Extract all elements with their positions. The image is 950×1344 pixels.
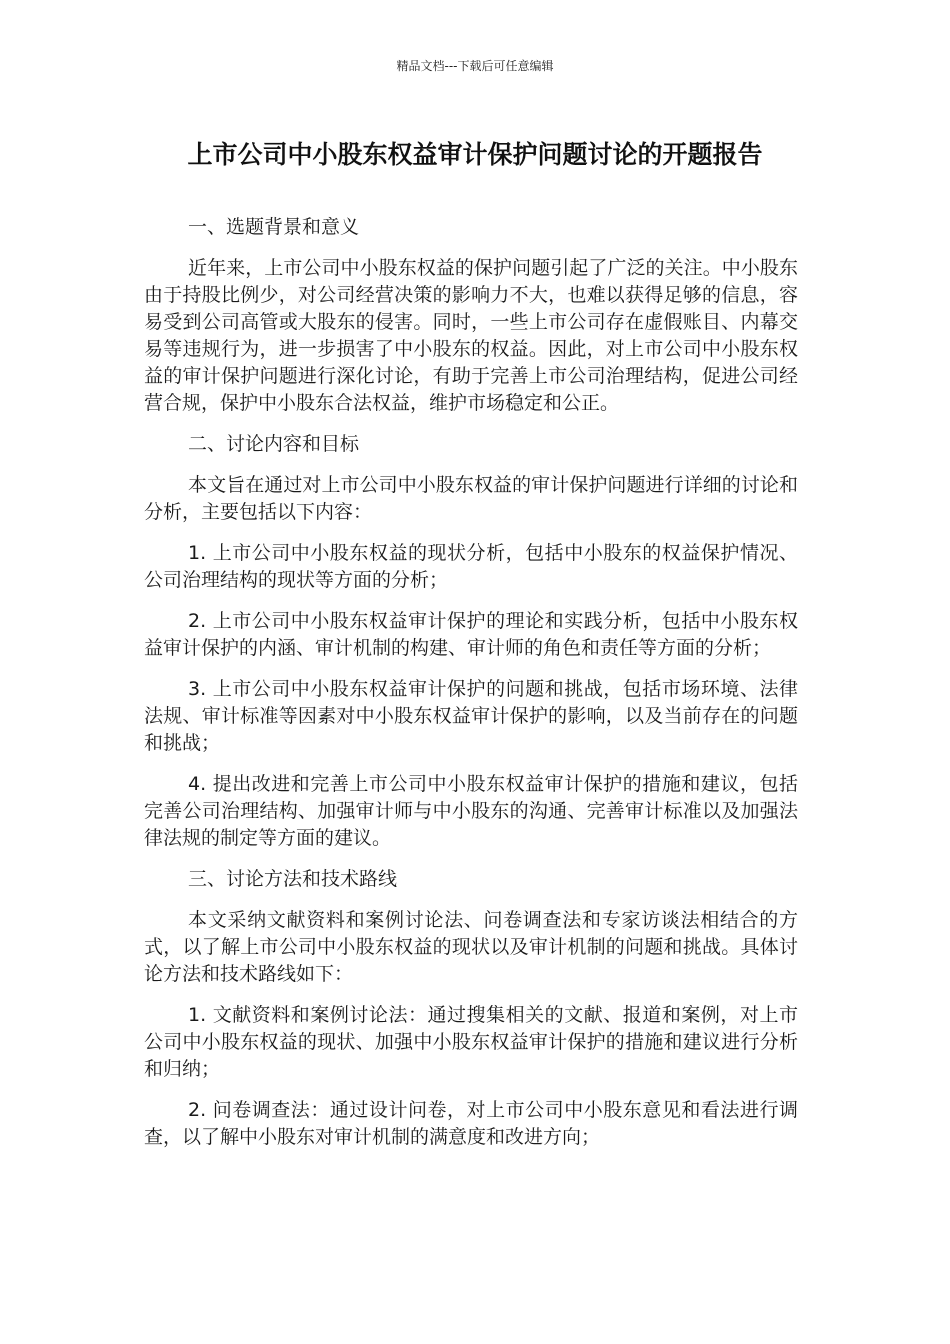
section-2-item-4: 4. 提出改进和完善上市公司中小股东权益审计保护的措施和建议，包括完善公司治理结构、加强审计师与中小股东的沟通、完善审计标准以及加强法律法规的制定等方面的建议。 — [144, 773, 798, 849]
section-2-item-3: 3. 上市公司中小股东权益审计保护的问题和挑战，包括市场环境、法律法规、审计标准等因素对中小股东权益审计保护的影响，以及当前存在的问题和挑战； — [144, 678, 798, 754]
section-1-paragraph: 近年来，上市公司中小股东权益的保护问题引起了广泛的关注。中小股东由于持股比例少，对公司经营决策的影响力不大，也难以获得足够的信息，容易受到公司高管或大股东的侵害。同时，一些上市公司存在虚假账目、内幕交易等违规行为，进一步损害了中小股东的权益。因此，对上市公司中小股东权益的审计保护问题进行深化讨论，有助于完善上市公司治理结构，促进公司经营合规，保护中小股东合法权益，维护市场稳定和公正。 — [144, 257, 798, 414]
section-heading-3: 三、讨论方法和技术路线 — [188, 868, 398, 890]
section-2-item-2: 2. 上市公司中小股东权益审计保护的理论和实践分析，包括中小股东权益审计保护的内涵、审计机制的构建、审计师的角色和责任等方面的分析； — [144, 610, 798, 659]
document-body — [144, 214, 798, 1165]
document-title: 上市公司中小股东权益审计保护问题讨论的开题报告 — [187, 140, 763, 169]
section-2-item-1: 1. 上市公司中小股东权益的现状分析，包括中小股东的权益保护情况、公司治理结构的现状等方面的分析； — [144, 542, 798, 591]
section-2-intro: 本文旨在通过对上市公司中小股东权益的审计保护问题进行详细的讨论和分析，主要包括以下内容： — [144, 474, 798, 523]
section-3-intro: 本文采纳文献资料和案例讨论法、问卷调查法和专家访谈法相结合的方式，以了解上市公司中小股东权益的现状以及审计机制的问题和挑战。具体讨论方法和技术路线如下： — [144, 909, 798, 985]
section-3-item-1: 1. 文献资料和案例讨论法：通过搜集相关的文献、报道和案例，对上市公司中小股东权益的现状、加强中小股东权益审计保护的措施和建议进行分析和归纳； — [144, 1004, 798, 1080]
section-heading-1: 一、选题背景和意义 — [188, 216, 360, 238]
header-note: 精品文档---下载后可任意编辑 — [396, 59, 554, 73]
section-3-item-2: 2. 问卷调查法：通过设计问卷，对上市公司中小股东意见和看法进行调查，以了解中小股东对审计机制的满意度和改进方向； — [144, 1099, 798, 1148]
section-heading-2: 二、讨论内容和目标 — [188, 433, 360, 455]
